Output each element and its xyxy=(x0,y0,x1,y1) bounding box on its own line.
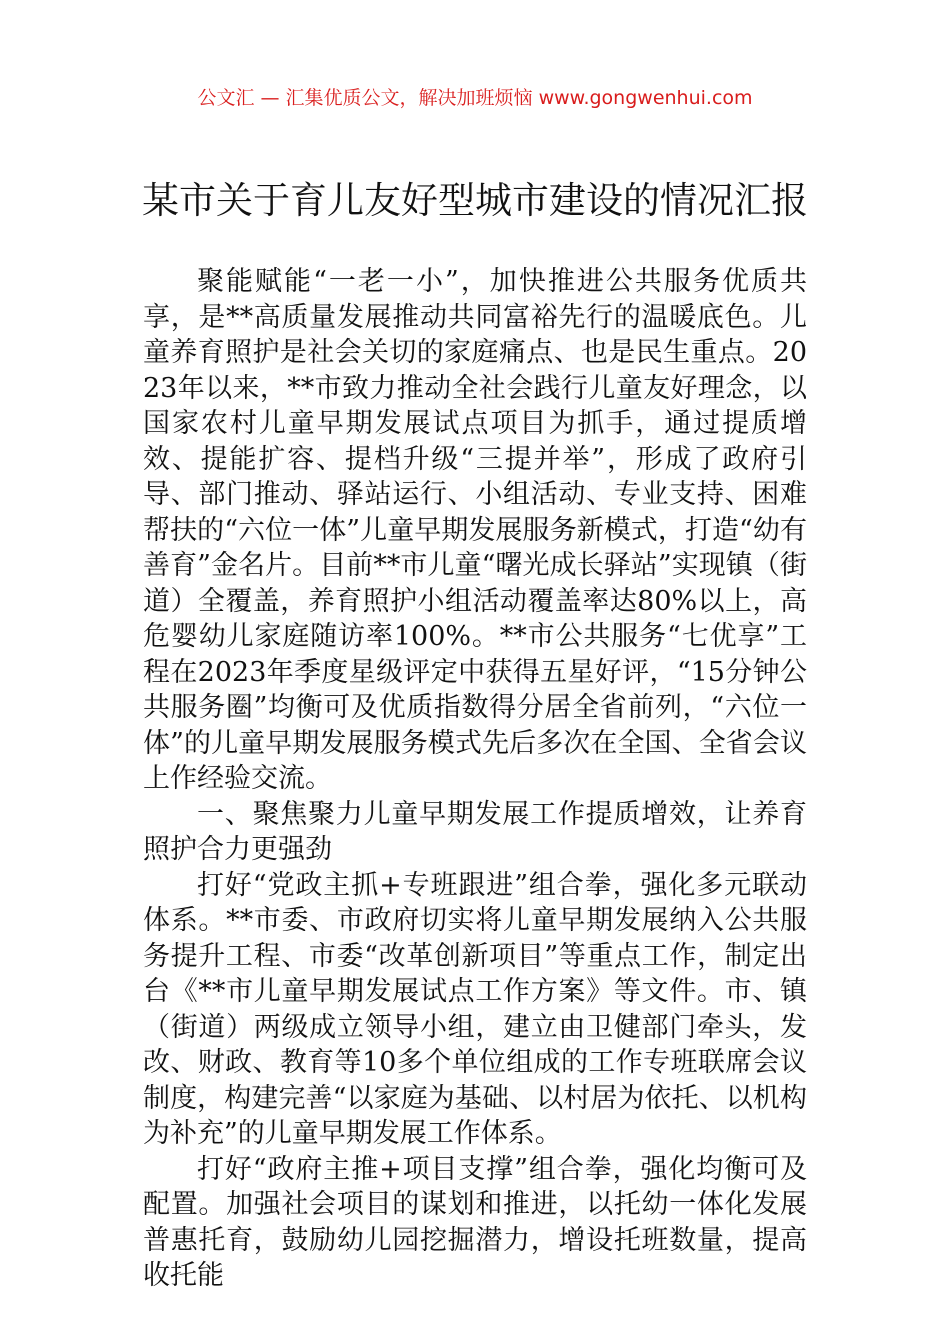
document-title: 某市关于育儿友好型城市建设的情况汇报 xyxy=(142,179,808,222)
watermark-header[interactable]: 公文汇 — 汇集优质公文，解决加班烦恼 www.gongwenhui.com xyxy=(197,87,753,109)
document-body xyxy=(143,264,807,1294)
section-heading-1: 一、聚焦聚力儿童早期发展工作提质增效，让养育照护合力更强劲 xyxy=(143,798,807,865)
paragraph-section-1a: 打好“党政主抓+专班跟进”组合拳，强化多元联动体系。**市委、市政府切实将儿童早期发展纳入公共服务提升工程、市委“改革创新项目”等重点工作，制定出台《**市儿童早期发展试点工作方案》等文件。市、镇（街道）两级成立领导小组，建立由卫健部门牵头，发改、财政、教育等10多个单位组成的工作专班联席会议制度，构建完善“以家庭为基础、以村居为依托、以机构为补充”的儿童早期发展工作体系。 xyxy=(143,869,807,1149)
paragraph-section-1b: 打好“政府主推+项目支撑”组合拳，强化均衡可及配置。加强社会项目的谋划和推进，以托幼一体化发展普惠托育，鼓励幼儿园挖掘潜力，增设托班数量，提高收托能 xyxy=(143,1153,807,1291)
paragraph-intro: 聚能赋能“一老一小”，加快推进公共服务优质共享，是**高质量发展推动共同富裕先行的温暖底色。儿童养育照护是社会关切的家庭痛点、也是民生重点。2023年以来，**市致力推动全社会践行儿童友好理念，以国家农村儿童早期发展试点项目为抓手，通过提质增效、提能扩容、提档升级“三提并举”，形成了政府引导、部门推动、驿站运行、小组活动、专业支持、困难帮扶的“六位一体”儿童早期发展服务新模式，打造“幼有善育”金名片。目前**市儿童“曙光成长驿站”实现镇（街道）全覆盖，养育照护小组活动覆盖率达80%以上，高危婴幼儿家庭随访率100%。**市公共服务“七优享”工程在2023年季度星级评定中获得五星好评，“15分钟公共服务圈”均衡可及优质指数得分居全省前列，“六位一体”的儿童早期发展服务模式先后多次在全国、全省会议上作经验交流。 xyxy=(143,266,807,794)
